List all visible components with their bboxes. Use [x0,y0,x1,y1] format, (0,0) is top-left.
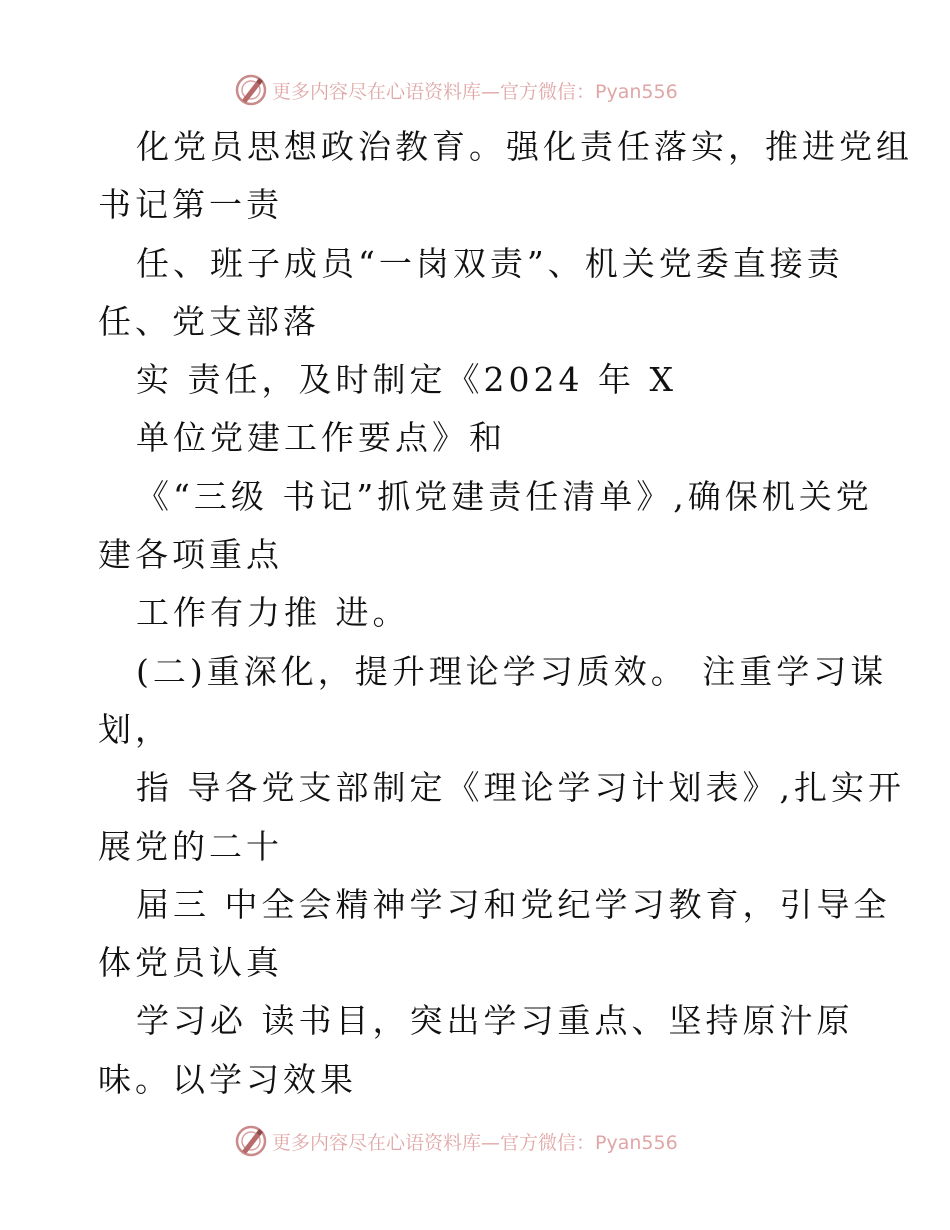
watermark-text: 更多内容尽在心语资料库—官方微信：Pyan556 [272,80,678,103]
watermark-text: 更多内容尽在心语资料库—官方微信：Pyan556 [272,1131,678,1154]
text-line: 指 导各党支部制定《理论学习计划表》,扎实开 [136,768,905,808]
text-line: 届三 中全会精神学习和党纪学习教育，引导全 [136,884,891,924]
text-line: 化党员思想政治教育。强化责任落实，推进党组 [136,127,913,166]
text-line: (二)重深化，提升理论学习质效。 注重学习谋 [136,651,888,691]
text-line: 任、班子成员“一岗双责”、机关党委直接责 [136,243,844,283]
header-watermark [234,72,754,108]
text-line: 建各项重点 [98,535,283,575]
pen-logo-icon [234,73,268,107]
text-line: 书记第一责 [98,185,283,225]
text-line: 体党员认真 [98,943,283,983]
text-line: 《“三级 书记”抓党建责任清单》,确保机关党 [136,476,873,516]
text-line: 实 责任，及时制定《2024 年 X [136,360,677,400]
text-line: 划， [98,709,172,749]
text-line: 展党的二十 [98,826,283,866]
text-line: 工作有力推 进。 [136,593,410,633]
text-line: 单位党建工作要点》和 [136,418,506,458]
text-line: 学习必 读书目，突出学习重点、坚持原汁原 [136,1001,854,1041]
pen-logo-icon [234,1124,268,1158]
text-line: 任、党支部落 [98,301,320,341]
text-line: 味。以学习效果 [98,1059,357,1099]
footer-watermark [234,1123,754,1159]
body-text [98,118,913,1109]
